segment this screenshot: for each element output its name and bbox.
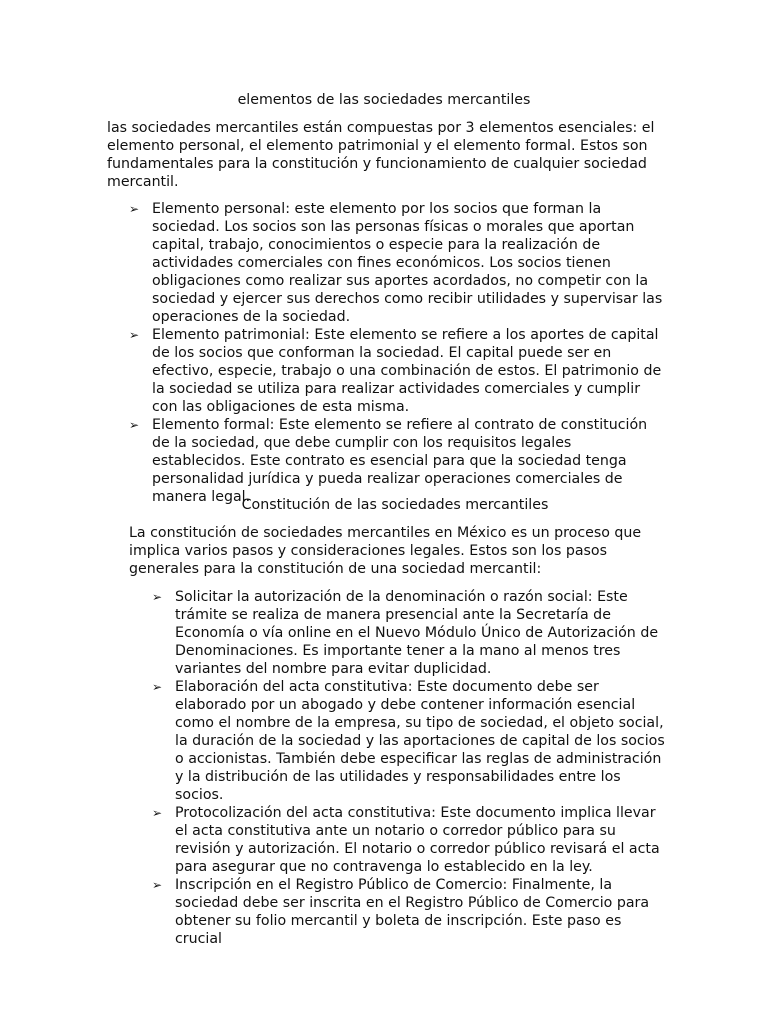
arrow-bullet-icon: ➢ [129, 418, 140, 432]
list-item-step-2 [152, 678, 672, 804]
list-item-text: Protocolización del acta constitutiva: Este documento implica llevar el acta constitutiva ante un notario o corredor público para su revisión y autorización. El notario o corredor público revisará el acta para asegurar que no contravenga lo establecido en la ley. [175, 805, 660, 875]
list-item-text: Elemento formal: Este elemento se refiere al contrato de constitución de la sociedad, que debe cumplir con los requisitos legales establecidos. Este contrato es esencial para que la sociedad tenga personalidad jurídica y pueda realizar operaciones comerciales de manera legal. [152, 417, 648, 505]
list-item-elemento-formal [129, 416, 669, 506]
steps-list [152, 588, 672, 948]
list-item-text: Elemento personal: este elemento por los socios que forman la sociedad. Los socios son las personas físicas o morales que aportan capital, trabajo, conocimientos o especie para la realización de actividades comerciales con fines económicos. Los socios tienen obligaciones como realizar sus aportes acordados, no competir con la sociedad y ejercer sus derechos como recibir utilidades y supervisar las operaciones de la sociedad. [152, 201, 663, 325]
section-intro-paragraph: La constitución de sociedades mercantiles en México es un proceso que implica varios pasos y consideraciones legales. Estos son los pasos generales para la constitución de una sociedad mercantil: [129, 525, 642, 577]
list-item-step-3 [152, 804, 672, 876]
arrow-bullet-icon: ➢ [152, 878, 163, 892]
list-item-elemento-personal [129, 200, 669, 326]
section-title: Constitución de las sociedades mercantiles [241, 497, 549, 513]
arrow-bullet-icon: ➢ [152, 806, 163, 820]
arrow-bullet-icon: ➢ [152, 680, 163, 694]
document-title: elementos de las sociedades mercantiles [237, 92, 531, 108]
elements-list [129, 200, 669, 506]
list-item-elemento-patrimonial [129, 326, 669, 416]
list-item-text: Solicitar la autorización de la denominación o razón social: Este trámite se realiza de manera presencial ante la Secretaría de Economía o vía online en el Nuevo Módulo Único de Autorización de Denominaciones. Es importante tener a la mano al menos tres variantes del nombre para evitar duplicidad. [175, 589, 659, 677]
arrow-bullet-icon: ➢ [129, 202, 140, 216]
arrow-bullet-icon: ➢ [152, 590, 163, 604]
intro-paragraph: las sociedades mercantiles están compuestas por 3 elementos esenciales: el elemento personal, el elemento patrimonial y el elemento formal. Estos son fundamentales para la constitución y funcionamiento de cualquier sociedad mercantil. [107, 120, 655, 190]
list-item-text: Inscripción en el Registro Público de Comercio: Finalmente, la sociedad debe ser inscrita en el Registro Público de Comercio para obtener su folio mercantil y boleta de inscripción. Este paso es crucial [175, 877, 650, 947]
list-item-step-1 [152, 588, 672, 678]
list-item-text: Elaboración del acta constitutiva: Este documento debe ser elaborado por un abogado y debe contener información esencial como el nombre de la empresa, su tipo de sociedad, el objeto social, la duración de la sociedad y las aportaciones de capital de los socios o accionistas. También debe especificar las reglas de administración y la distribución de las utilidades y responsabilidades entre los socios. [175, 679, 665, 803]
list-item-step-4 [152, 876, 672, 948]
list-item-text: Elemento patrimonial: Este elemento se refiere a los aportes de capital de los socios que conforman la sociedad. El capital puede ser en efectivo, especie, trabajo o una combinación de estos. El patrimonio de la sociedad se utiliza para realizar actividades comerciales y cumplir con las obligaciones de esta misma. [152, 327, 662, 415]
arrow-bullet-icon: ➢ [129, 328, 140, 342]
